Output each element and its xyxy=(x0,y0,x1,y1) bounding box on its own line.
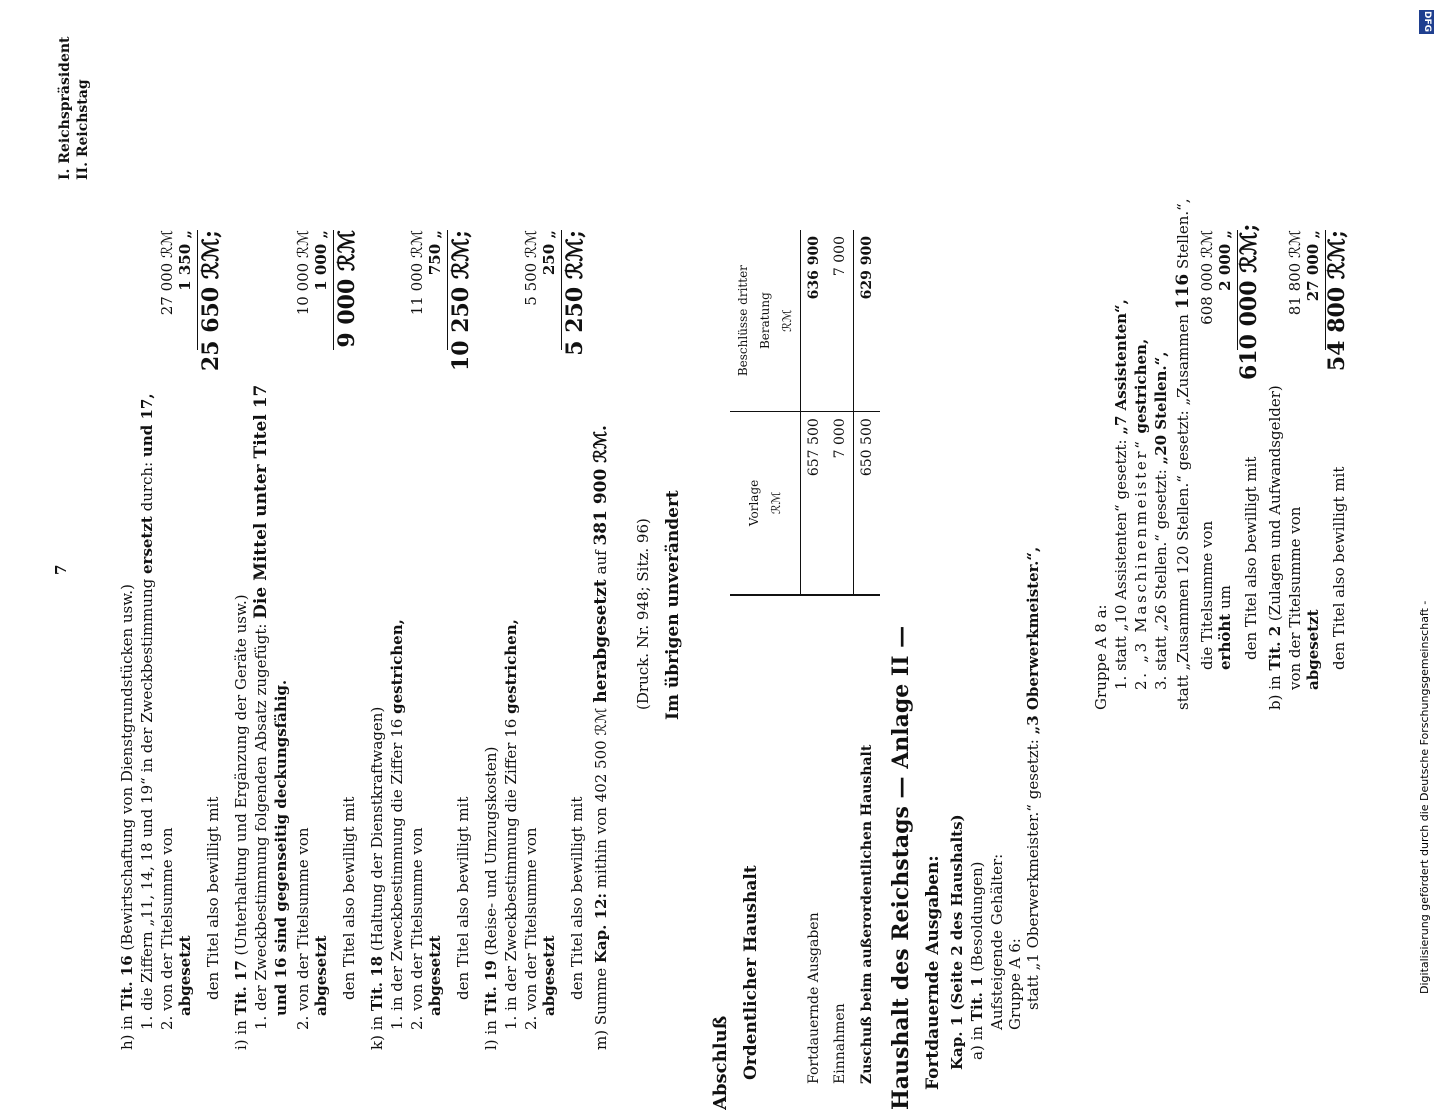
abgesetzt-label: abgesetzt xyxy=(312,935,330,1016)
kap1: Kap. 1 (Seite 2 des Haushalts) xyxy=(948,814,966,1070)
tit-number: Tit. 16 xyxy=(118,955,136,1011)
erhoeht: erhöht um xyxy=(1216,585,1234,670)
im-uebrigen: Im übrigen unverändert xyxy=(663,490,683,720)
titelsumme: die Titelsumme von xyxy=(1198,520,1216,670)
value: 81 800 ℛℳ xyxy=(1286,230,1304,316)
druck-reference: (Druck. Nr. 948; Sitz. 96) xyxy=(634,518,652,710)
haushalt-title: Haushalt des Reichstags — Anlage II — xyxy=(888,625,914,1110)
total-value: 25 650 ℛℳ; xyxy=(198,230,224,372)
item-i-sub1: 1. der Zweckbestimmung folgenden Absatz zugefügt: Die Mittel unter Titel 17 xyxy=(251,384,271,1030)
item-m: m) Summe Kap. 12: mithin von 402 500 ℛℳ herabgesetzt auf 381 900 ℛℳ. xyxy=(591,425,611,1050)
value: 27 000 ℛℳ xyxy=(158,230,176,316)
item-a: a) in Tit. 1 (Besoldungen) xyxy=(968,861,986,1060)
abschluss-subtitle: Ordentlicher Haushalt xyxy=(741,865,761,1080)
value: 2 000 „ xyxy=(1216,230,1234,291)
total-value: 9 000 ℛℳ xyxy=(334,230,360,348)
page-number: 7 xyxy=(52,564,70,575)
statt120: statt „Zusammen 120 Stellen.“ gesetzt: „Zusammen 116 Stellen.“, xyxy=(1173,198,1193,710)
item-l-sub1: 1. in der Zweckbestimmung die Ziffer 16 gestrichen, xyxy=(502,619,520,1030)
table-row: Fortdauernde Ausgaben 657 500 636 900 xyxy=(801,230,828,1090)
abgesetzt-label: abgesetzt xyxy=(176,935,194,1016)
item-label: h) in xyxy=(118,1015,136,1050)
item-i-sub1-cont: und 16 sind gegenseitig deckungsfähig. xyxy=(272,679,290,1016)
a8-1: 1. statt „10 Assistenten“ gesetzt: „7 Assistenten“, xyxy=(1112,299,1130,690)
value: 11 000 ℛℳ xyxy=(408,230,426,316)
aufsteigende: Aufsteigende Gehälter: xyxy=(988,853,1006,1030)
value: 250 „ xyxy=(540,230,558,276)
total-label: den Titel also bewilligt mit xyxy=(340,796,358,1000)
b-bew-label: den Titel also bewilligt mit xyxy=(1330,466,1348,670)
item-k: k) in Tit. 18 (Haltung der Dienstkraftwagen) xyxy=(368,706,386,1050)
table-row: Zuschuß beim außerordentlichen Haushalt 650 500 629 900 xyxy=(854,230,881,1090)
item-i: i) in Tit. 17 (Unterhaltung und Ergänzung der Geräte usw.) xyxy=(232,594,250,1050)
col-beschluesse: Beschlüsse dritter Beratung ℛℳ xyxy=(730,230,801,412)
a8-2: 2. „3 Maschinenmeister“ gestrichen, xyxy=(1132,338,1150,690)
rotated-page-content xyxy=(50,36,1430,1110)
item-h xyxy=(116,584,138,1050)
header-title-1: I. Reichspräsident xyxy=(57,36,73,180)
b-von: von der Titelsumme von xyxy=(1286,506,1304,690)
header-title-2: II. Reichstag xyxy=(75,79,91,180)
digitization-credit: Digitalisierung gefördert durch die Deutsche Forschungsgemeinschaft - xyxy=(1418,600,1431,994)
total-label: den Titel also bewilligt mit xyxy=(204,796,222,1000)
abschluss-title: Abschluß xyxy=(710,1015,731,1110)
fortdauernde-heading: Fortdauernde Ausgaben: xyxy=(923,855,943,1090)
value: 750 „ xyxy=(426,230,444,276)
gruppe-a6: Gruppe A 6: xyxy=(1006,938,1024,1030)
value: 1 350 „ xyxy=(176,230,194,291)
value: 608 000 ℛℳ xyxy=(1198,230,1216,325)
dfg-logo: DFG xyxy=(1419,10,1434,34)
total-value: 10 250 ℛℳ; xyxy=(448,230,474,372)
item-h-sub2: 2. von der Titelsumme von xyxy=(158,827,176,1030)
item-i-sub2: 2. von der Titelsumme von xyxy=(294,827,312,1030)
total-label: den Titel also bewilligt mit xyxy=(568,796,586,1000)
item-h-sub1: 1. die Ziffern „11, 14, 18 und 19“ in der Zweckbestimmung ersetzt durch: und 17, xyxy=(138,393,156,1030)
item-k-sub1: 1. in der Zweckbestimmung die Ziffer 16 gestrichen, xyxy=(388,619,406,1030)
item-l-sub2: 2. von der Titelsumme von xyxy=(522,827,540,1030)
value: 1 000 „ xyxy=(312,230,330,291)
abgesetzt-label: abgesetzt xyxy=(426,935,444,1016)
value: 5 500 ℛℳ xyxy=(522,230,540,306)
tit-description: (Bewirtschaftung von Dienstgrundstücken usw.) xyxy=(118,584,136,951)
abschluss-table xyxy=(730,230,880,1090)
b-abgesetzt: abgesetzt xyxy=(1304,609,1322,690)
item-l: l) in Tit. 19 (Reise- und Umzugskosten) xyxy=(482,746,500,1050)
total-label: den Titel also bewilligt mit xyxy=(454,796,472,1000)
col-vorlage: Vorlage ℛℳ xyxy=(730,412,801,595)
gruppe-a8a: Gruppe A 8 a: xyxy=(1092,604,1110,710)
value: 10 000 ℛℳ xyxy=(294,230,312,316)
a8-3: 3. statt „26 Stellen.“ gesetzt: „20 Stellen.“, xyxy=(1152,351,1170,690)
item-k-sub2: 2. von der Titelsumme von xyxy=(408,827,426,1030)
total-value: 54 800 ℛℳ; xyxy=(1324,230,1350,372)
total-value: 610 000 ℛℳ; xyxy=(1236,223,1262,380)
table-row: Einnahmen 7 000 7 000 xyxy=(827,230,854,1090)
statt1: statt „1 Oberwerkmeister.“ gesetzt: „3 Oberwerkmeister.“, xyxy=(1024,546,1042,1010)
bew1-label: den Titel also bewilligt mit xyxy=(1242,456,1260,660)
item-b: b) in Tit. 2 (Zulagen und Aufwandsgelder) xyxy=(1266,385,1284,710)
abgesetzt-label: abgesetzt xyxy=(540,935,558,1016)
total-value: 5 250 ℛℳ; xyxy=(562,230,588,356)
value: 27 000 „ xyxy=(1304,230,1322,302)
